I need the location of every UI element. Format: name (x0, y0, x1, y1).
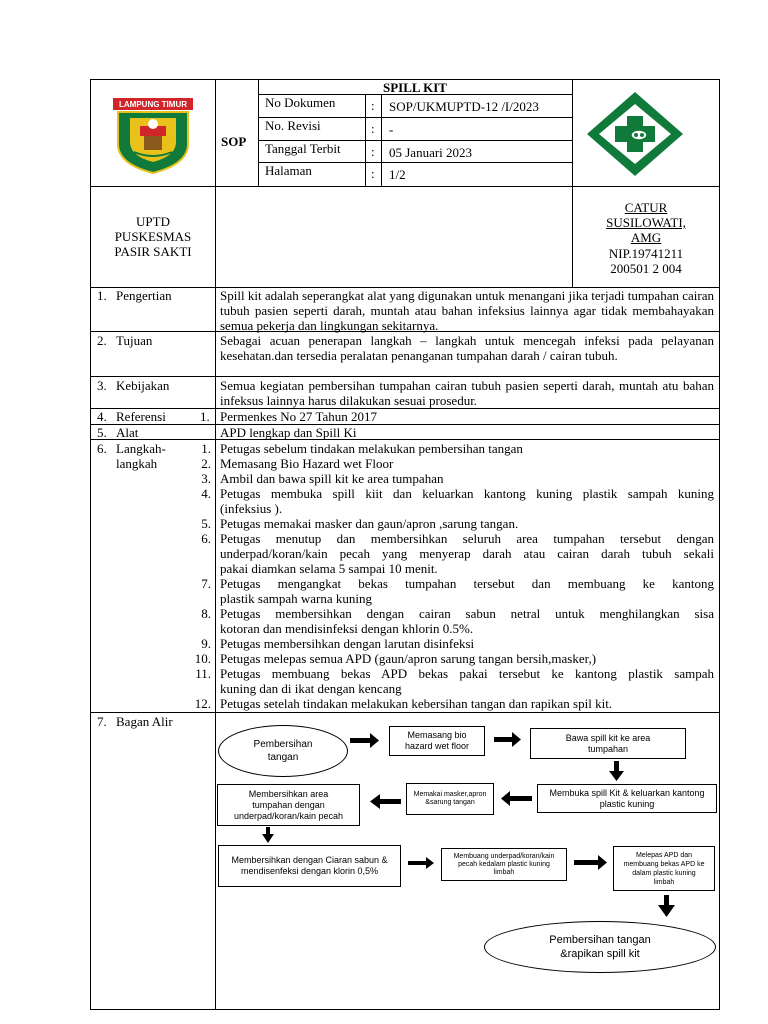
step-text-line: Petugas setelah tindakan melakukan kebersihan tangan dan rapikan spil kit. (220, 696, 613, 711)
logo-banner-text: LAMPUNG TIMUR (119, 100, 187, 109)
signatory-nip-1: NIP.19741211 (608, 246, 684, 261)
signatory-name-2: SUSILOWATI, (606, 215, 686, 230)
step-number: 9. (201, 636, 211, 651)
step-text-line: Petugas membuka spill kiit dan keluarkan kantong kuning plastik sampah kuning (220, 486, 714, 501)
right-arrow-icon (574, 855, 607, 870)
step-text-line: Memasang Bio Hazard wet Floor (220, 456, 394, 471)
step-text-line: pakai diamkan selama 5 sampai 10 menit. (220, 561, 438, 576)
step-number: 11. (195, 666, 211, 681)
meta-label: No Dokumen (265, 95, 336, 110)
section-label-langkah-2: langkah (116, 456, 158, 471)
step-number: 5. (201, 516, 211, 531)
right-arrow-icon (350, 733, 379, 748)
meta-label: No. Revisi (265, 118, 321, 133)
right-arrow-icon (408, 857, 434, 869)
step-number: 12. (194, 696, 211, 711)
flow-step-box: Memakai masker,apron &sarung tangan (406, 783, 494, 815)
step-text-line: Ambil dan bawa spill kit ke area tumpahan (220, 471, 444, 486)
meta-separator: : (371, 144, 375, 159)
section-label-bagan-alir: Bagan Alir (116, 714, 173, 729)
step-number: 2. (201, 456, 211, 471)
section-number: 5. (97, 425, 107, 440)
left-arrow-icon (501, 791, 532, 806)
flow-step-box: Membuang underpad/koran/kain pecah kedalam plastic kuning limbah (441, 848, 567, 881)
step-number: 4. (201, 486, 211, 501)
meta-separator: : (371, 98, 375, 113)
sop-label: SOP (221, 134, 247, 149)
section-label-langkah-1: Langkah- (116, 441, 166, 456)
section-label-kebijakan: Kebijakan (116, 378, 170, 393)
step-text-line: plastik sampah warna kuning (220, 591, 372, 606)
section-text-tujuan: Sebagai acuan penerapan langkah – langkah untuk mencegah infeksi pada pelayanan kesehatan.dan tersedia peralatan penanganan tumpahan darah / cairan tubuh. (220, 333, 714, 363)
step-text-line: Petugas melepas semua APD (gaun/apron sarung tangan bersih,masker,) (220, 651, 597, 666)
meta-value: SOP/UKMUPTD-12 /I/2023 (389, 99, 539, 114)
step-number: 10. (194, 651, 211, 666)
down-arrow-icon (609, 761, 624, 781)
meta-value: 05 Januari 2023 (389, 145, 473, 160)
section-number: 2. (97, 333, 107, 348)
section-text-alat: APD lengkap dan Spill Ki (220, 425, 357, 440)
step-text-line: Petugas membersihkan dengan cairan sabun netral untuk menghilangkan sisa (220, 606, 714, 621)
step-text-line: (infeksius ). (220, 501, 283, 516)
step-text-line: Petugas mengangkat bekas tumpahan tersebut dan membuang ke kantong (220, 576, 714, 591)
step-text-line: kotoran dan mendisinfeksi dengan khlorin 0.5%. (220, 621, 474, 636)
down-arrow-icon (262, 827, 274, 843)
step-text-line: Petugas sebelum tindakan melakukan pembersihan tangan (220, 441, 523, 456)
step-number: 6. (201, 531, 211, 546)
flow-step-box: Membuka spill Kit & keluarkan kantong plastic kuning (537, 784, 717, 813)
flow-end-oval: Pembersihan tangan &rapikan spill kit (484, 921, 716, 973)
section-number: 7. (97, 714, 107, 729)
meta-value: 1/2 (389, 167, 406, 182)
referensi-item-number: 1. (200, 409, 210, 424)
step-number: 8. (201, 606, 211, 621)
flow-step-box: Membersihkan area tumpahan dengan underpad/koran/kain pecah (217, 784, 360, 826)
step-text-line: Petugas memakai masker dan gaun/apron ,sarung tangan. (220, 516, 519, 531)
section-text-referensi: Permenkes No 27 Tahun 2017 (220, 409, 377, 424)
step-number: 7. (201, 576, 211, 591)
section-number: 3. (97, 378, 107, 393)
section-label-tujuan: Tujuan (116, 333, 153, 348)
step-text-line: Petugas membuang bekas APD bekas pakai tersebut ke kantong plastik sampah (220, 666, 714, 681)
signatory-nip-2: 200501 2 004 (610, 261, 682, 276)
right-arrow-icon (494, 732, 521, 747)
section-number: 6. (97, 441, 107, 456)
section-text-pengertian: Spill kit adalah seperangkat alat yang digunakan untuk menangani jika terjadi tumpahan cairan tubuh pasien seperti darah, muntah atau bahan infeksius lainnya agar tidak membahayakan semua pekerja dan lingkungan sekitarnya. (220, 288, 714, 333)
meta-value: - (389, 122, 394, 137)
section-label-pengertian: Pengertian (116, 288, 172, 303)
step-text-line: Petugas membersihkan dengan larutan disinfeksi (220, 636, 475, 651)
signatory-name-1: CATUR (624, 200, 668, 215)
meta-label: Halaman (265, 163, 312, 178)
flow-step-box: Memasang bio hazard wet floor (389, 726, 485, 756)
flow-step-box: Membersihkan dengan Ciaran sabun & mendisenfeksi dengan klorin 0,5% (218, 845, 401, 887)
org-line-3: PASIR SAKTI (114, 244, 192, 259)
org-line-1: UPTD (136, 214, 170, 229)
flow-step-box: Melepas APD dan membuang bekas APD ke dalam plastic kuning limbah (613, 846, 715, 891)
step-number: 1. (201, 441, 211, 456)
section-label-alat: Alat (116, 425, 139, 440)
section-number: 4. (97, 409, 107, 424)
meta-separator: : (371, 121, 375, 136)
org-line-2: PUSKESMAS (114, 229, 192, 244)
step-text-line: kuning dan di ikat dengan kencang (220, 681, 402, 696)
left-arrow-icon (370, 794, 401, 809)
meta-separator: : (371, 166, 375, 181)
signatory-name-3: AMG (630, 230, 662, 245)
step-text-line: Petugas menutup dan membersihkan seluruh area tumpahan tersebut dengan (220, 531, 714, 546)
section-text-kebijakan: Semua kegiatan pembersihan tumpahan cairan tubuh pasien seperti darah, muntah atu bahan infeksus lainnya harus dilakukan sesuai prosedur. (220, 378, 714, 408)
document-title: SPILL KIT (383, 80, 447, 95)
meta-label: Tanggal Terbit (265, 141, 341, 156)
flow-start-oval: Pembersihan tangan (218, 725, 348, 777)
step-number: 3. (201, 471, 211, 486)
step-text-line: underpad/koran/kain pecah yang menyerap darah atau cairan darah tubuh sekali (220, 546, 714, 561)
flow-step-box: Bawa spill kit ke area tumpahan (530, 728, 686, 759)
down-arrow-icon (658, 895, 675, 917)
section-label-referensi: Referensi (116, 409, 166, 424)
section-number: 1. (97, 288, 107, 303)
